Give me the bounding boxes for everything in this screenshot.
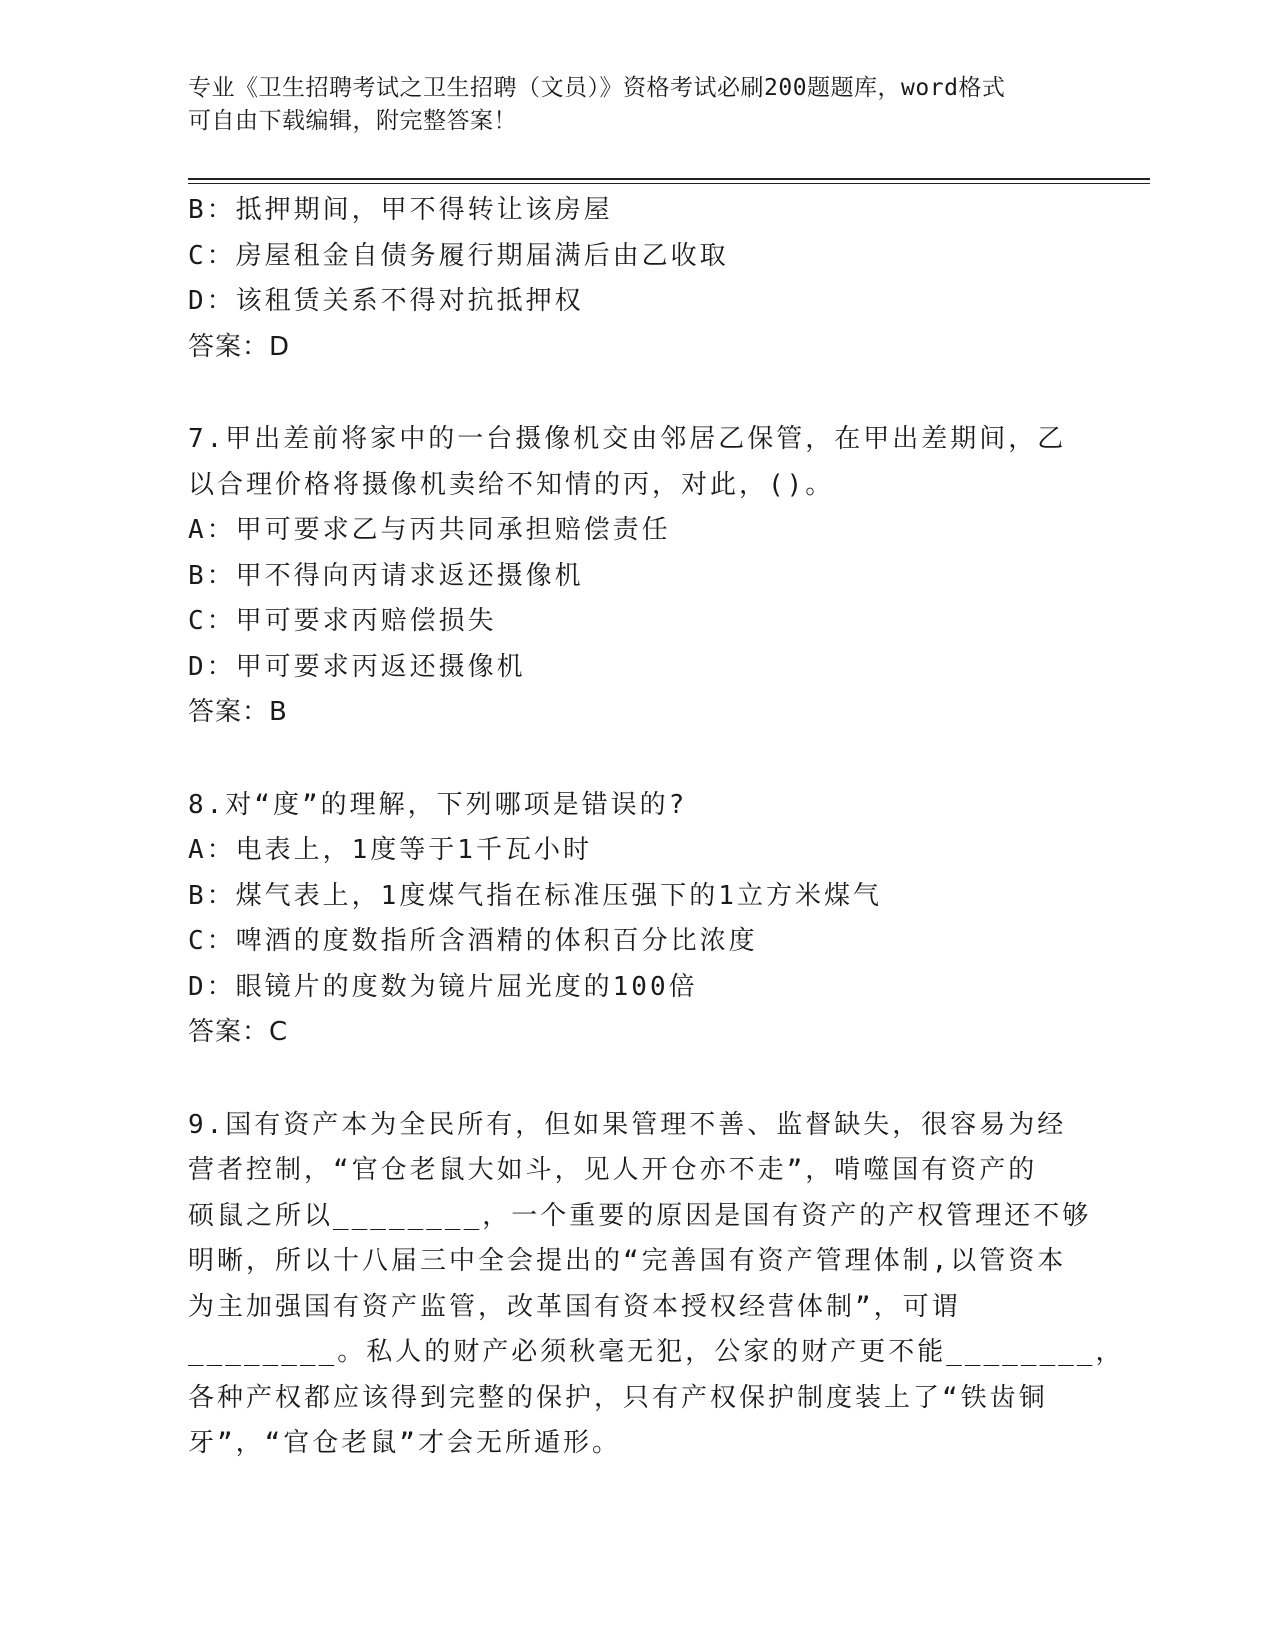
question-8-option-b: B：煤气表上，1度煤气指在标准压强下的1立方米煤气 (188, 880, 882, 911)
header-title-line-1: 专业《卫生招聘考试之卫生招聘（文员）》资格考试必刷200题题库，word格式 (188, 75, 1006, 101)
question-spacer (188, 1056, 1088, 1103)
question-8-stem: 8.对“度”的理解，下列哪项是错误的? (188, 789, 688, 820)
question-9-stem-line: 牙”，“官仓老鼠”才会无所遁形。 (188, 1428, 621, 1458)
question-6-option-d: D：该租赁关系不得对抗抵押权 (188, 286, 584, 316)
question-spacer (188, 370, 1088, 417)
question-spacer (188, 736, 1088, 783)
question-list (188, 188, 1125, 1467)
document-header (188, 72, 1088, 138)
header-divider (188, 178, 1150, 184)
question-7-option-b: B：甲不得向丙请求返还摄像机 (188, 560, 584, 591)
question-8-option-a: A：电表上，1度等于1千瓦小时 (188, 835, 592, 865)
question-7-answer: 答案：B (188, 697, 288, 727)
question-7-option-c: C：甲可要求丙赔偿损失 (188, 606, 497, 636)
question-7-option-a: A：甲可要求乙与丙共同承担赔偿责任 (188, 515, 671, 545)
question-7-option-d: D：甲可要求丙返还摄像机 (188, 651, 526, 682)
question-9 (188, 1103, 1125, 1467)
question-6-option-c: C：房屋租金自债务履行期届满后由乙收取 (188, 240, 729, 271)
question-6-answer: 答案：D (188, 331, 291, 362)
question-6 (188, 188, 1088, 370)
question-9-stem-line: 各种产权都应该得到完整的保护，只有产权保护制度装上了“铁齿铜 (188, 1382, 1048, 1413)
question-8-option-c: C：啤酒的度数指所含酒精的体积百分比浓度 (188, 926, 758, 956)
question-9-stem-line: 明晰，所以十八届三中全会提出的“完善国有资产管理体制,以管资本 (188, 1246, 1067, 1276)
header-title-line-2: 可自由下载编辑，附完整答案！ (188, 108, 517, 134)
question-9-stem-line: 硕鼠之所以________，一个重要的原因是国有资产的产权管理还不够 (188, 1200, 1092, 1231)
question-7 (188, 417, 1088, 736)
question-9-stem-line: 9.国有资产本为全民所有，但如果管理不善、监督缺失，很容易为经 (188, 1109, 1067, 1140)
question-7-stem-line-1: 7.甲出差前将家中的一台摄像机交由邻居乙保管，在甲出差期间，乙 (188, 424, 1067, 454)
question-7-stem-line-2: 以合理价格将摄像机卖给不知情的丙，对此，()。 (188, 469, 835, 500)
question-6-option-b: B：抵押期间，甲不得转让该房屋 (188, 195, 613, 225)
question-9-stem-line: 为主加强国有资产监管，改革国有资本授权经营体制”，可谓 (188, 1291, 961, 1322)
question-8-answer: 答案：C (188, 1017, 289, 1047)
question-8 (188, 783, 1088, 1056)
question-9-stem-line: ________。私人的财产必须秋毫无犯，公家的财产更不能________， (188, 1337, 1125, 1367)
question-9-stem-line: 营者控制，“官仓老鼠大如斗，见人开仓亦不走”，啃噬国有资产的 (188, 1155, 1038, 1185)
question-8-option-d: D：眼镜片的度数为镜片屈光度的100倍 (188, 971, 698, 1002)
